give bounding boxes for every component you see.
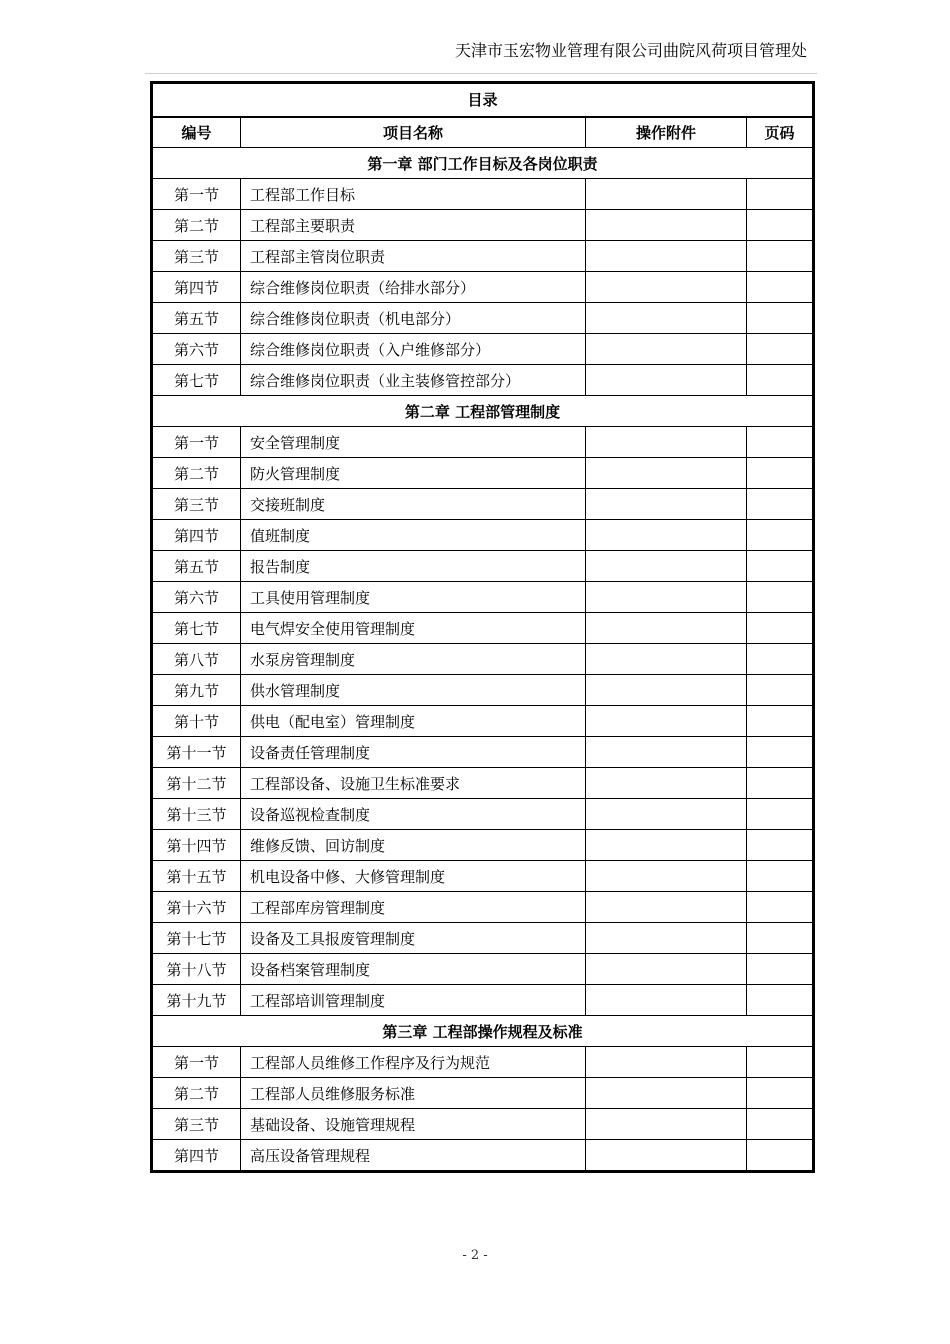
- section-name: 基础设备、设施管理规程: [241, 1109, 586, 1140]
- toc-table-frame: [150, 81, 815, 1173]
- section-number: 第三节: [153, 241, 241, 272]
- page-cell: [747, 179, 813, 210]
- page-number: - 2 -: [462, 1248, 488, 1263]
- section-row: [153, 210, 813, 241]
- attachment-cell: [586, 706, 747, 737]
- chapter-row: [153, 396, 813, 427]
- section-row: [153, 551, 813, 582]
- section-name: 电气焊安全使用管理制度: [241, 613, 586, 644]
- section-name: 设备巡视检查制度: [241, 799, 586, 830]
- page-cell: [747, 1109, 813, 1140]
- attachment-cell: [586, 427, 747, 458]
- attachment-cell: [586, 675, 747, 706]
- chapter-title: 第三章 工程部操作规程及标准: [153, 1016, 813, 1047]
- section-number: 第八节: [153, 644, 241, 675]
- attachment-cell: [586, 985, 747, 1016]
- page-cell: [747, 458, 813, 489]
- section-row: [153, 923, 813, 954]
- section-name: 交接班制度: [241, 489, 586, 520]
- section-row: [153, 272, 813, 303]
- section-row: [153, 1047, 813, 1078]
- section-row: [153, 520, 813, 551]
- document-header: 天津市玉宏物业管理有限公司曲院风荷项目管理处: [454, 41, 807, 60]
- section-name: 综合维修岗位职责（业主装修管控部分）: [241, 365, 586, 396]
- section-row: [153, 737, 813, 768]
- section-number: 第一节: [153, 427, 241, 458]
- page-cell: [747, 892, 813, 923]
- section-name: 工程部工作目标: [241, 179, 586, 210]
- attachment-cell: [586, 365, 747, 396]
- page-cell: [747, 954, 813, 985]
- page-cell: [747, 210, 813, 241]
- section-name: 高压设备管理规程: [241, 1140, 586, 1171]
- attachment-cell: [586, 334, 747, 365]
- attachment-cell: [586, 830, 747, 861]
- attachment-cell: [586, 923, 747, 954]
- section-row: [153, 241, 813, 272]
- page-cell: [747, 1078, 813, 1109]
- section-name: 报告制度: [241, 551, 586, 582]
- page-cell: [747, 582, 813, 613]
- attachment-cell: [586, 613, 747, 644]
- section-name: 机电设备中修、大修管理制度: [241, 861, 586, 892]
- section-number: 第一节: [153, 1047, 241, 1078]
- attachment-cell: [586, 954, 747, 985]
- section-number: 第五节: [153, 303, 241, 334]
- header-divider: [145, 73, 817, 74]
- section-name: 综合维修岗位职责（机电部分）: [241, 303, 586, 334]
- page-cell: [747, 272, 813, 303]
- page-cell: [747, 613, 813, 644]
- toc-title-row: [153, 84, 813, 117]
- section-name: 工程部人员维修服务标准: [241, 1078, 586, 1109]
- section-number: 第三节: [153, 1109, 241, 1140]
- page-cell: [747, 1047, 813, 1078]
- section-name: 安全管理制度: [241, 427, 586, 458]
- section-row: [153, 985, 813, 1016]
- page-cell: [747, 551, 813, 582]
- section-number: 第十二节: [153, 768, 241, 799]
- page-cell: [747, 985, 813, 1016]
- section-name: 工程部主管岗位职责: [241, 241, 586, 272]
- chapter-row: [153, 1016, 813, 1047]
- page-cell: [747, 923, 813, 954]
- section-number: 第六节: [153, 582, 241, 613]
- section-number: 第四节: [153, 272, 241, 303]
- section-number: 第十七节: [153, 923, 241, 954]
- section-name: 供水管理制度: [241, 675, 586, 706]
- column-header-number: 编号: [153, 117, 241, 148]
- section-number: 第五节: [153, 551, 241, 582]
- section-number: 第十节: [153, 706, 241, 737]
- attachment-cell: [586, 737, 747, 768]
- page-cell: [747, 644, 813, 675]
- section-number: 第十八节: [153, 954, 241, 985]
- section-row: [153, 613, 813, 644]
- section-number: 第二节: [153, 458, 241, 489]
- page-cell: [747, 768, 813, 799]
- chapter-row: [153, 148, 813, 179]
- attachment-cell: [586, 1078, 747, 1109]
- column-header-attachment: 操作附件: [586, 117, 747, 148]
- attachment-cell: [586, 892, 747, 923]
- attachment-cell: [586, 1109, 747, 1140]
- attachment-cell: [586, 582, 747, 613]
- page-cell: [747, 675, 813, 706]
- section-number: 第十一节: [153, 737, 241, 768]
- section-row: [153, 954, 813, 985]
- attachment-cell: [586, 861, 747, 892]
- attachment-cell: [586, 303, 747, 334]
- section-number: 第四节: [153, 520, 241, 551]
- attachment-cell: [586, 210, 747, 241]
- section-row: [153, 365, 813, 396]
- section-number: 第十三节: [153, 799, 241, 830]
- section-name: 设备责任管理制度: [241, 737, 586, 768]
- attachment-cell: [586, 644, 747, 675]
- section-row: [153, 427, 813, 458]
- section-row: [153, 1078, 813, 1109]
- page-cell: [747, 427, 813, 458]
- section-name: 水泵房管理制度: [241, 644, 586, 675]
- page-cell: [747, 489, 813, 520]
- section-name: 设备档案管理制度: [241, 954, 586, 985]
- page-cell: [747, 241, 813, 272]
- chapter-title: 第二章 工程部管理制度: [153, 396, 813, 427]
- section-number: 第四节: [153, 1140, 241, 1171]
- attachment-cell: [586, 551, 747, 582]
- section-row: [153, 179, 813, 210]
- section-name: 工程部设备、设施卫生标准要求: [241, 768, 586, 799]
- section-row: [153, 1140, 813, 1171]
- page-cell: [747, 303, 813, 334]
- section-name: 工程部主要职责: [241, 210, 586, 241]
- section-row: [153, 706, 813, 737]
- section-name: 维修反馈、回访制度: [241, 830, 586, 861]
- attachment-cell: [586, 799, 747, 830]
- attachment-cell: [586, 768, 747, 799]
- attachment-cell: [586, 1047, 747, 1078]
- page-cell: [747, 861, 813, 892]
- section-name: 工具使用管理制度: [241, 582, 586, 613]
- column-header-page: 页码: [747, 117, 813, 148]
- toc-table: [152, 83, 813, 1171]
- section-name: 值班制度: [241, 520, 586, 551]
- section-name: 综合维修岗位职责（入户维修部分）: [241, 334, 586, 365]
- section-row: [153, 861, 813, 892]
- section-name: 工程部库房管理制度: [241, 892, 586, 923]
- section-number: 第二节: [153, 1078, 241, 1109]
- section-row: [153, 675, 813, 706]
- section-row: [153, 1109, 813, 1140]
- section-row: [153, 799, 813, 830]
- chapter-title: 第一章 部门工作目标及各岗位职责: [153, 148, 813, 179]
- section-number: 第十四节: [153, 830, 241, 861]
- section-row: [153, 768, 813, 799]
- toc-title: 目录: [153, 84, 813, 117]
- attachment-cell: [586, 458, 747, 489]
- section-number: 第二节: [153, 210, 241, 241]
- attachment-cell: [586, 241, 747, 272]
- section-name: 设备及工具报废管理制度: [241, 923, 586, 954]
- attachment-cell: [586, 272, 747, 303]
- page-cell: [747, 334, 813, 365]
- section-row: [153, 892, 813, 923]
- section-number: 第一节: [153, 179, 241, 210]
- section-number: 第七节: [153, 365, 241, 396]
- section-row: [153, 582, 813, 613]
- section-row: [153, 303, 813, 334]
- page-cell: [747, 737, 813, 768]
- page-cell: [747, 1140, 813, 1171]
- section-row: [153, 458, 813, 489]
- column-header-item-name: 项目名称: [241, 117, 586, 148]
- section-name: 工程部人员维修工作程序及行为规范: [241, 1047, 586, 1078]
- section-number: 第九节: [153, 675, 241, 706]
- section-name: 综合维修岗位职责（给排水部分）: [241, 272, 586, 303]
- section-number: 第七节: [153, 613, 241, 644]
- toc-body: [153, 148, 813, 1171]
- section-row: [153, 830, 813, 861]
- attachment-cell: [586, 1140, 747, 1171]
- section-number: 第三节: [153, 489, 241, 520]
- section-name: 供电（配电室）管理制度: [241, 706, 586, 737]
- section-row: [153, 489, 813, 520]
- attachment-cell: [586, 179, 747, 210]
- section-row: [153, 644, 813, 675]
- page-cell: [747, 706, 813, 737]
- page-cell: [747, 520, 813, 551]
- attachment-cell: [586, 520, 747, 551]
- page-cell: [747, 799, 813, 830]
- section-number: 第六节: [153, 334, 241, 365]
- attachment-cell: [586, 489, 747, 520]
- section-row: [153, 334, 813, 365]
- section-name: 工程部培训管理制度: [241, 985, 586, 1016]
- section-number: 第十六节: [153, 892, 241, 923]
- section-name: 防火管理制度: [241, 458, 586, 489]
- section-number: 第十五节: [153, 861, 241, 892]
- section-number: 第十九节: [153, 985, 241, 1016]
- toc-header-row: [153, 117, 813, 148]
- page-cell: [747, 830, 813, 861]
- page-cell: [747, 365, 813, 396]
